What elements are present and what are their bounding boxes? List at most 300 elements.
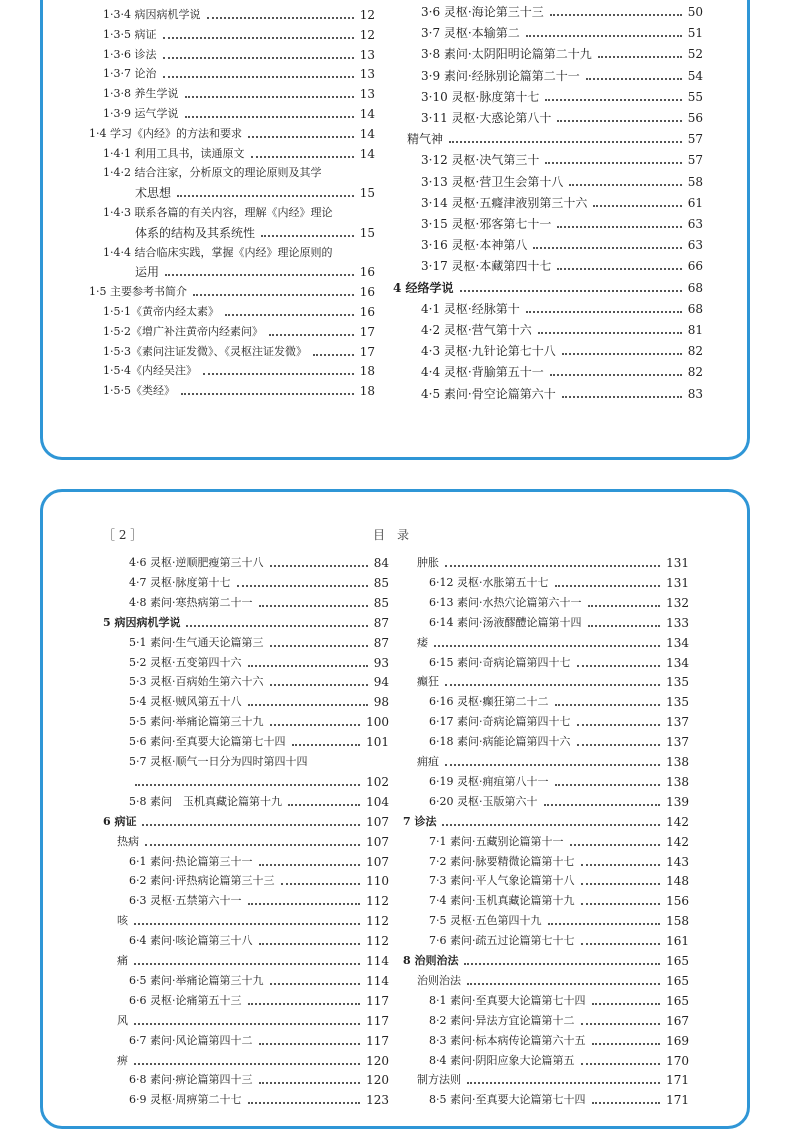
toc-entry-title: 3·16 灵枢·本神第八 [421, 238, 528, 253]
toc-page-number: 158 [666, 914, 689, 929]
toc-entry[interactable] [417, 974, 689, 988]
toc-entry[interactable] [103, 28, 375, 42]
toc-entry[interactable] [103, 107, 375, 121]
toc-entry[interactable] [429, 994, 689, 1008]
dot-leader [581, 864, 661, 866]
dot-leader [570, 844, 661, 846]
toc-entry-title: 1·3·6 诊法 [103, 47, 157, 61]
toc-entry[interactable] [421, 175, 703, 189]
toc-page-number: 112 [366, 934, 389, 949]
toc-entry[interactable] [429, 715, 689, 729]
toc-entry-title: 6·4 素问·咳论篇第三十八 [129, 934, 253, 948]
toc-entry[interactable] [103, 67, 375, 81]
toc-page-number: 12 [359, 27, 375, 42]
dot-leader [526, 35, 682, 37]
toc-entry[interactable] [129, 934, 389, 948]
toc-page-number: 142 [666, 814, 689, 829]
toc-page-number: 131 [666, 575, 689, 590]
dot-leader [186, 625, 367, 627]
toc-entry-title-cont: 体系的结构及其系统性 [135, 225, 256, 240]
dot-leader [259, 605, 368, 607]
toc-entry[interactable] [117, 914, 389, 928]
dot-leader [581, 883, 661, 885]
toc-entry[interactable] [103, 147, 375, 161]
dot-leader [259, 864, 361, 866]
dot-leader [467, 983, 660, 985]
toc-entry-title: 6·13 素问·水热穴论篇第六十一 [429, 595, 582, 609]
toc-entry[interactable] [421, 26, 703, 40]
toc-page-number: 139 [666, 794, 689, 809]
toc-entry[interactable] [129, 695, 389, 709]
toc-entry-title: 4·8 素问·寒热病第二十一 [129, 595, 253, 609]
toc-entry-continuation [129, 775, 389, 789]
toc-entry-title: 8·2 素问·异法方宜论篇第十二 [429, 1013, 575, 1027]
toc-page-number: 51 [687, 26, 703, 41]
toc-entry-title: 7·6 素问·疏五过论篇第七十七 [429, 934, 575, 948]
dot-leader [533, 247, 681, 249]
toc-entry[interactable] [421, 344, 703, 358]
toc-page-number: 85 [373, 575, 389, 590]
toc-entry-continuation [135, 186, 375, 200]
toc-entry-title: 3·7 灵枢·本输第二 [421, 26, 520, 41]
toc-entry[interactable] [429, 795, 689, 809]
toc-page-number: 87 [373, 615, 389, 630]
toc-page-number: 14 [359, 146, 375, 161]
dot-leader [592, 1003, 661, 1005]
toc-page-number: 117 [366, 1013, 389, 1028]
toc-entry-title: 精气神 [407, 132, 444, 147]
dot-leader [163, 37, 354, 39]
toc-entry[interactable] [421, 323, 703, 337]
dot-leader [562, 396, 682, 398]
toc-page-number: 107 [366, 814, 389, 829]
toc-entry[interactable] [429, 735, 689, 749]
toc-entry-title: 6·9 灵枢·周痹第二十七 [129, 1093, 242, 1107]
toc-page-top [40, 0, 750, 460]
toc-entry-title: 3·9 素问·经脉别论篇第二十一 [421, 68, 580, 83]
toc-page-number: 104 [366, 794, 389, 809]
toc-entry[interactable] [429, 775, 689, 789]
dot-leader [207, 17, 354, 19]
dot-leader [442, 824, 660, 826]
toc-entry[interactable] [129, 894, 389, 908]
toc-entry[interactable] [129, 855, 389, 869]
toc-page-number: 132 [666, 595, 689, 610]
toc-page-number: 107 [366, 834, 389, 849]
toc-entry[interactable] [429, 914, 689, 928]
toc-entry[interactable] [429, 1014, 689, 1028]
toc-entry[interactable] [429, 616, 689, 630]
toc-page-number: 18 [359, 364, 375, 379]
toc-entry[interactable] [421, 238, 703, 252]
toc-entry[interactable] [429, 874, 689, 888]
toc-entry-title: 8·5 素问·至真要大论篇第七十四 [429, 1093, 586, 1107]
dot-leader [177, 195, 354, 197]
toc-entry[interactable] [129, 656, 389, 670]
toc-page-number: 12 [359, 8, 375, 22]
toc-entry[interactable] [421, 387, 703, 401]
toc-entry-title: 1·5·1《黄帝内经太素》 [103, 305, 219, 318]
toc-page-number: 57 [687, 153, 703, 168]
toc-page-number: 18 [359, 384, 375, 399]
toc-page-number: 156 [666, 894, 689, 909]
toc-entry[interactable] [429, 1034, 689, 1048]
dot-leader [269, 334, 354, 336]
toc-entry[interactable] [429, 576, 689, 590]
toc-entry[interactable] [429, 656, 689, 670]
toc-entry[interactable] [429, 894, 689, 908]
toc-entry[interactable] [421, 111, 703, 125]
toc-entry-title: 6·1 素问·热论篇第三十一 [129, 854, 253, 868]
toc-page-number: 135 [666, 675, 689, 690]
dot-leader [460, 290, 682, 292]
toc-entry-title: 1·3·4 病因病机学说 [103, 8, 201, 21]
toc-entry-title: 3·14 灵枢·五癃津液别第三十六 [421, 195, 588, 210]
dot-leader [581, 943, 661, 945]
toc-entry-title: 5·6 素问·至真要大论篇第七十四 [129, 735, 286, 749]
dot-leader [193, 294, 354, 296]
toc-page-number: 17 [359, 324, 375, 339]
toc-entry-title: 4·5 素问·骨空论篇第六十 [421, 386, 556, 401]
dot-leader [449, 141, 682, 143]
toc-entry-title: 1·4·2 结合注家，分析原文的理论原则及其学 [103, 166, 322, 180]
toc-entry-title: 6·14 素问·汤液醪醴论篇第十四 [429, 615, 582, 629]
toc-entry[interactable] [417, 675, 689, 689]
toc-entry[interactable] [429, 1054, 689, 1068]
toc-entry-title: 8 治则治法 [403, 954, 459, 967]
toc-entry[interactable] [129, 974, 389, 988]
dot-leader [135, 784, 360, 786]
toc-entry-title: 痿 [417, 635, 428, 649]
toc-entry[interactable] [429, 695, 689, 709]
toc-entry-title: 3·17 灵枢·本藏第四十七 [421, 259, 552, 274]
toc-entry[interactable] [103, 305, 375, 319]
toc-entry[interactable] [417, 636, 689, 650]
dot-leader [445, 764, 660, 766]
toc-entry[interactable] [421, 153, 703, 167]
toc-entry[interactable] [421, 259, 703, 273]
dot-leader [577, 665, 661, 667]
toc-page-number: 54 [687, 68, 703, 83]
toc-entry[interactable] [417, 556, 689, 570]
toc-entry-title: 8·4 素问·阴阳应象大论篇第五 [429, 1053, 575, 1067]
toc-entry[interactable] [421, 5, 703, 19]
toc-entry[interactable] [89, 285, 375, 299]
toc-entry[interactable] [429, 855, 689, 869]
dot-leader [142, 824, 360, 826]
toc-entry[interactable] [393, 281, 703, 295]
toc-entry-title: 咳 [117, 914, 128, 928]
toc-entry-title: 6·20 灵枢·玉版第六十 [429, 794, 538, 808]
toc-entry[interactable] [417, 755, 689, 769]
toc-entry[interactable] [103, 206, 375, 220]
toc-entry-title: 4·6 灵枢·逆顺肥瘦第三十八 [129, 556, 264, 569]
dot-leader [586, 78, 682, 80]
toc-entry-title: 4·4 灵枢·背腧第五十一 [421, 365, 544, 380]
toc-page-number: 123 [366, 1093, 389, 1108]
dot-leader [134, 1023, 360, 1025]
toc-entry-title: 治则治法 [417, 973, 461, 987]
toc-entry-title: 1·3·7 论治 [103, 67, 157, 81]
toc-entry-title: 3·10 灵枢·脉度第十七 [421, 89, 540, 104]
toc-entry-title: 3·13 灵枢·营卫生会第十八 [421, 174, 564, 189]
toc-page-number: 161 [666, 934, 689, 949]
dot-leader [550, 14, 682, 16]
dot-leader [548, 923, 661, 925]
dot-leader [134, 963, 360, 965]
toc-entry-title: 3·6 灵枢·海论第三十三 [421, 5, 544, 19]
toc-entry-title: 4 经络学说 [393, 280, 454, 295]
toc-entry-title: 1·4 学习《内经》的方法和要求 [89, 126, 242, 140]
dot-leader [134, 923, 360, 925]
dot-leader [248, 903, 361, 905]
toc-entry-title: 1·3·5 病证 [103, 27, 157, 41]
dot-leader [288, 804, 360, 806]
toc-page-number: 137 [666, 715, 689, 730]
dot-leader [181, 393, 354, 395]
toc-entry[interactable] [429, 934, 689, 948]
toc-entry-title: 制方法则 [417, 1073, 461, 1087]
toc-entry-title: 1·3·9 运气学说 [103, 107, 179, 120]
dot-leader [588, 605, 661, 607]
toc-entry-title: 痹 [117, 1053, 128, 1067]
toc-entry-title: 3·11 灵枢·大惑论第八十 [421, 111, 552, 125]
toc-page-number: 120 [366, 1073, 389, 1088]
toc-entry[interactable] [103, 325, 375, 339]
toc-entry[interactable] [421, 302, 703, 316]
toc-page-number: 165 [666, 993, 689, 1008]
toc-entry[interactable] [103, 87, 375, 101]
toc-page-number: 50 [687, 5, 703, 19]
toc-entry-title: 1·5·3《素问注证发微》、《灵枢注证发微》 [103, 344, 307, 358]
toc-entry-title: 6·17 素问·奇病论篇第四十七 [429, 715, 571, 729]
toc-page-number: 66 [687, 259, 703, 274]
dot-leader [592, 1102, 661, 1104]
dot-leader [581, 1063, 661, 1065]
toc-entry[interactable] [103, 364, 375, 378]
toc-page-number: 16 [359, 285, 375, 300]
toc-page-number: 107 [366, 854, 389, 869]
toc-entry-title: 痈疽 [417, 755, 439, 768]
dot-leader [538, 332, 682, 334]
dot-leader [545, 99, 681, 101]
toc-page-number: 101 [366, 735, 389, 750]
toc-entry[interactable] [103, 8, 375, 22]
toc-entry-title: 6·5 素问·举痛论篇第三十九 [129, 973, 264, 987]
toc-entry[interactable] [117, 954, 389, 968]
toc-entry[interactable] [429, 596, 689, 610]
toc-page-number: 87 [373, 635, 389, 650]
toc-entry-title: 4·1 灵枢·经脉第十 [421, 301, 520, 316]
toc-page-number: 143 [666, 854, 689, 869]
dot-leader [592, 1043, 661, 1045]
toc-entry[interactable] [403, 954, 689, 968]
toc-entry-title: 6·18 素问·病能论篇第四十六 [429, 735, 571, 749]
dot-leader [562, 353, 682, 355]
toc-entry[interactable] [129, 675, 389, 689]
toc-page-number: 117 [366, 1033, 389, 1048]
toc-entry[interactable] [129, 636, 389, 650]
toc-entry[interactable] [117, 1054, 389, 1068]
toc-entry[interactable] [421, 90, 703, 104]
toc-entry[interactable] [103, 815, 389, 829]
dot-leader [185, 116, 354, 118]
toc-entry[interactable] [421, 365, 703, 379]
page-number: ［ 2 ］ [103, 528, 143, 542]
toc-page-number: 169 [666, 1033, 689, 1048]
toc-entry[interactable] [103, 384, 375, 398]
toc-entry-title: 8·1 素问·至真要大论篇第七十四 [429, 993, 586, 1007]
toc-entry-title: 6 病证 [103, 814, 137, 828]
toc-entry-title-cont: 术思想 [135, 186, 172, 201]
dot-leader [555, 585, 661, 587]
toc-entry[interactable] [129, 735, 389, 749]
toc-entry-title: 6·7 素问·风论篇第四十二 [129, 1033, 253, 1047]
toc-entry-title: 1·4·1 利用工具书，读通原文 [103, 146, 245, 160]
toc-entry[interactable] [129, 556, 389, 570]
toc-entry[interactable] [129, 1034, 389, 1048]
dot-leader [569, 184, 681, 186]
toc-entry-title: 6·12 灵枢·水胀第五十七 [429, 575, 549, 589]
toc-entry-title: 4·2 灵枢·营气第十六 [421, 323, 532, 337]
toc-entry[interactable] [403, 815, 689, 829]
dot-leader [270, 724, 361, 726]
dot-leader [577, 744, 661, 746]
toc-page-number: 142 [666, 834, 689, 849]
dot-leader [434, 645, 660, 647]
toc-entry[interactable] [129, 795, 389, 809]
toc-entry-title: 7·4 素问·玉机真藏论篇第十九 [429, 894, 575, 908]
toc-page-bottom [40, 489, 750, 1129]
toc-entry-title: 1·4·3 联系各篇的有关内容，理解《内经》理论 [103, 206, 333, 219]
toc-entry[interactable] [103, 48, 375, 62]
toc-page-number: 15 [359, 225, 375, 240]
toc-entry-title: 5·5 素问·举痛论篇第三十九 [129, 715, 264, 729]
toc-entry-title: 肿胀 [417, 556, 439, 569]
toc-page-number: 114 [366, 973, 389, 988]
toc-entry[interactable] [103, 166, 375, 180]
dot-leader [251, 156, 354, 158]
toc-entry[interactable] [129, 576, 389, 590]
toc-entry[interactable] [89, 127, 375, 141]
dot-leader [555, 704, 661, 706]
dot-leader [555, 784, 661, 786]
toc-entry[interactable] [103, 246, 375, 260]
dot-leader [313, 354, 354, 356]
toc-entry[interactable] [129, 874, 389, 888]
toc-entry[interactable] [103, 616, 389, 630]
dot-leader [225, 314, 354, 316]
toc-entry[interactable] [129, 715, 389, 729]
toc-page-number: 112 [366, 914, 389, 929]
dot-leader [248, 665, 368, 667]
dot-leader [259, 1082, 361, 1084]
toc-entry[interactable] [417, 1073, 689, 1087]
toc-page-number: 120 [366, 1053, 389, 1068]
toc-entry-title: 3·12 灵枢·决气第三十 [421, 153, 540, 168]
toc-entry-title: 5·2 灵枢·五变第四十六 [129, 655, 242, 669]
toc-page-number: 117 [366, 993, 389, 1008]
toc-entry-title: 5·7 灵枢·顺气一日分为四时第四十四 [129, 755, 308, 768]
toc-entry[interactable] [129, 1073, 389, 1087]
dot-leader [203, 373, 354, 375]
dot-leader [588, 625, 661, 627]
dot-leader [145, 844, 360, 846]
toc-entry[interactable] [129, 1093, 389, 1107]
toc-entry-title: 1·4·4 结合临床实践，掌握《内经》理论原则的 [103, 245, 333, 259]
toc-entry-title: 7·5 灵枢·五色第四十九 [429, 914, 542, 928]
toc-entry-title: 风 [117, 1013, 128, 1027]
toc-entry-title: 6·3 灵枢·五禁第六十一 [129, 894, 242, 908]
toc-entry[interactable] [421, 47, 703, 61]
toc-page-number: 137 [666, 735, 689, 750]
toc-page-number: 85 [373, 595, 389, 610]
dot-leader [259, 1043, 361, 1045]
toc-entry[interactable] [421, 196, 703, 210]
toc-entry[interactable] [421, 69, 703, 83]
toc-page-number: 84 [373, 556, 389, 570]
toc-entry[interactable] [421, 217, 703, 231]
toc-entry-title: 1·5·4《内经吴注》 [103, 364, 197, 378]
toc-page-number: 68 [687, 280, 703, 295]
toc-entry[interactable] [407, 132, 703, 146]
toc-entry-title: 3·8 素问·太阴阳明论篇第二十九 [421, 47, 592, 62]
toc-entry[interactable] [429, 835, 689, 849]
toc-page-number: 100 [366, 715, 389, 730]
toc-page-number: 81 [687, 323, 703, 337]
toc-entry-title: 6·16 灵枢·癫狂第二十二 [429, 695, 549, 709]
toc-entry-title: 癫狂 [417, 675, 439, 689]
toc-entry-title: 7·2 素问·脉要精微论篇第十七 [429, 854, 575, 868]
toc-entry-title: 6·6 灵枢·论痛第五十三 [129, 993, 242, 1007]
toc-page-number: 114 [366, 954, 389, 968]
toc-page-number: 167 [666, 1013, 689, 1028]
dot-leader [163, 57, 354, 59]
dot-leader [544, 804, 661, 806]
toc-page-number: 82 [687, 344, 703, 359]
toc-entry[interactable] [103, 345, 375, 359]
toc-page-number: 98 [373, 695, 389, 710]
dot-leader [270, 565, 368, 567]
toc-entry-title: 5·1 素问·生气通天论篇第三 [129, 635, 264, 649]
dot-leader [545, 162, 681, 164]
running-title: 目 录 [373, 528, 410, 542]
toc-entry[interactable] [117, 835, 389, 849]
toc-entry-title: 5·4 灵枢·贼风第五十八 [129, 695, 242, 709]
toc-entry[interactable] [129, 994, 389, 1008]
toc-page-number: 16 [359, 265, 375, 280]
toc-entry[interactable] [429, 1093, 689, 1107]
toc-page-number: 52 [687, 47, 703, 62]
toc-page-number: 135 [666, 695, 689, 710]
toc-page-number: 82 [687, 365, 703, 380]
toc-page-number: 14 [359, 126, 375, 141]
toc-page-number: 13 [359, 87, 375, 102]
dot-leader [550, 374, 682, 376]
toc-page-number: 15 [359, 186, 375, 201]
toc-entry[interactable] [117, 1014, 389, 1028]
toc-entry-title: 5 病因病机学说 [103, 615, 181, 629]
toc-page-number: 138 [666, 774, 689, 789]
dot-leader [134, 1063, 360, 1065]
dot-leader [292, 744, 361, 746]
toc-entry-title: 4·7 灵枢·脉度第十七 [129, 575, 231, 589]
toc-page-number: 102 [366, 774, 389, 789]
toc-entry[interactable] [129, 596, 389, 610]
toc-page-number: 165 [666, 973, 689, 988]
dot-leader [237, 585, 368, 587]
toc-entry[interactable] [129, 755, 389, 769]
